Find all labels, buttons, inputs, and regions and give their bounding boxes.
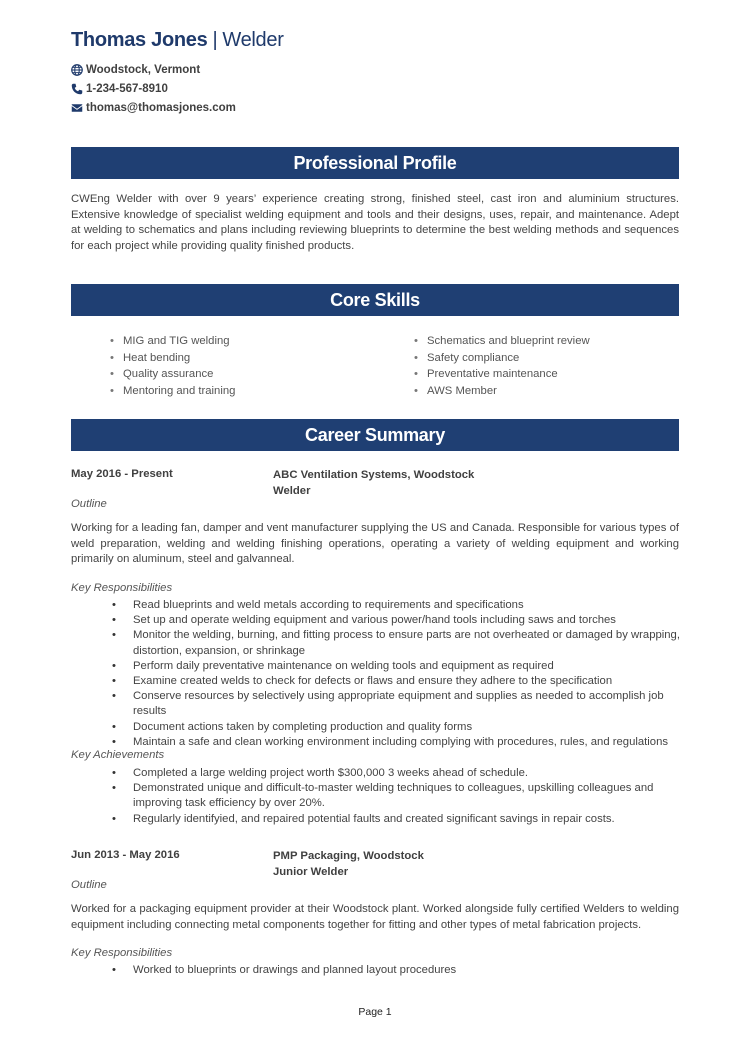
contact-email[interactable] [71, 100, 236, 116]
skill-item: • Safety compliance [414, 350, 630, 367]
skill-item: • Heat bending [110, 350, 414, 367]
outline-label: Outline [71, 879, 107, 891]
skill-item: • Quality assurance [110, 366, 414, 383]
achievements-label: Key Achievements [71, 749, 165, 761]
list-item: • Set up and operate welding equipment and various power/hand tools including saws and torches [112, 613, 682, 628]
list-item: • Read blueprints and weld metals according to requirements and specifications [112, 598, 682, 613]
achievements-list [112, 766, 682, 827]
globe-icon [71, 64, 83, 76]
job-company: ABC Ventilation Systems, Woodstock [273, 469, 475, 481]
section-heading-career: Career Summary [71, 419, 679, 451]
contact-phone [71, 81, 168, 97]
job-date: Jun 2013 - May 2016 [71, 849, 180, 861]
phone-icon [71, 83, 83, 95]
skill-item: • Schematics and blueprint review [414, 333, 630, 350]
list-item: • Monitor the welding, burning, and fitting process to ensure parts are not overheated or damaged by wrapping, distortion, expansion, or shrinkage [112, 628, 682, 658]
job-employer [273, 849, 424, 880]
skill-item: • AWS Member [414, 383, 630, 400]
skills-list [110, 333, 630, 399]
candidate-role: Welder [222, 29, 284, 51]
header-title [71, 27, 284, 53]
job-employer [273, 468, 474, 499]
list-item: • Completed a large welding project worth $300,000 3 weeks ahead of schedule. [112, 766, 682, 781]
job-date: May 2016 - Present [71, 468, 173, 480]
job-title: Welder [273, 484, 311, 497]
section-heading-skills: Core Skills [71, 284, 679, 316]
page-number: Page 1 [358, 1006, 392, 1018]
skill-item: • Preventative maintenance [414, 366, 630, 383]
envelope-icon [71, 102, 83, 114]
responsibilities-list [112, 598, 682, 750]
phone-text: 1-234-567-8910 [86, 83, 168, 95]
candidate-name: Thomas Jones [71, 29, 208, 51]
job-title: Junior Welder [273, 865, 349, 878]
responsibilities-list [112, 963, 682, 978]
list-item: • Maintain a safe and clean working environment including complying with procedures, rules, and regulations [112, 735, 682, 750]
list-item: • Conserve resources by selectively using appropriate equipment and supplies as needed to accomplish job results [112, 689, 682, 719]
location-text: Woodstock, Vermont [86, 64, 201, 76]
job-outline: Worked for a packaging equipment provider at their Woodstock plant. Worked alongside fully certified Welders to welding equipment including connecting metal components together for fitting and other types of metal fabrication projects. [71, 903, 679, 931]
job-company: PMP Packaging, Woodstock [273, 850, 424, 862]
section-heading-profile: Professional Profile [71, 147, 679, 179]
outline-label: Outline [71, 498, 107, 510]
contact-location [71, 62, 200, 78]
list-item: • Worked to blueprints or drawings and planned layout procedures [112, 963, 682, 978]
profile-paragraph: CWEng Welder with over 9 years’ experience creating strong, finished steel, cast iron and aluminium structures. Extensive knowledge of specialist welding equipment and tools and their designs, uses, repair, and maintenance. Adept at welding to schematics and plans including reviewing blueprints to determine the best welding methods and sequences for each project while providing quality finished products. [71, 193, 679, 252]
title-separator: | [212, 29, 218, 51]
skill-item: • MIG and TIG welding [110, 333, 414, 350]
skill-item: • Mentoring and training [110, 383, 414, 400]
email-text[interactable]: thomas@thomasjones.com [86, 102, 236, 114]
responsibilities-label: Key Responsibilities [71, 947, 173, 959]
list-item: • Document actions taken by completing production and quality forms [112, 720, 682, 735]
list-item: • Regularly identifyied, and repaired potential faults and created significant savings in repair costs. [112, 812, 682, 827]
list-item: • Perform daily preventative maintenance on welding tools and equipment as required [112, 659, 682, 674]
list-item: • Examine created welds to check for defects or flaws and ensure they adhere to the specification [112, 674, 682, 689]
responsibilities-label: Key Responsibilities [71, 582, 173, 594]
list-item: • Demonstrated unique and difficult-to-master welding techniques to colleagues, upskilling colleagues and improving task efficiency by over 20%. [112, 781, 682, 811]
job-outline: Working for a leading fan, damper and vent manufacturer supplying the US and Canada. Responsible for various types of weld preparation, welding and welding finishing operations, operating a variety of welding equipment and working primarily on aluminum, steel and galvanneal. [71, 522, 679, 565]
